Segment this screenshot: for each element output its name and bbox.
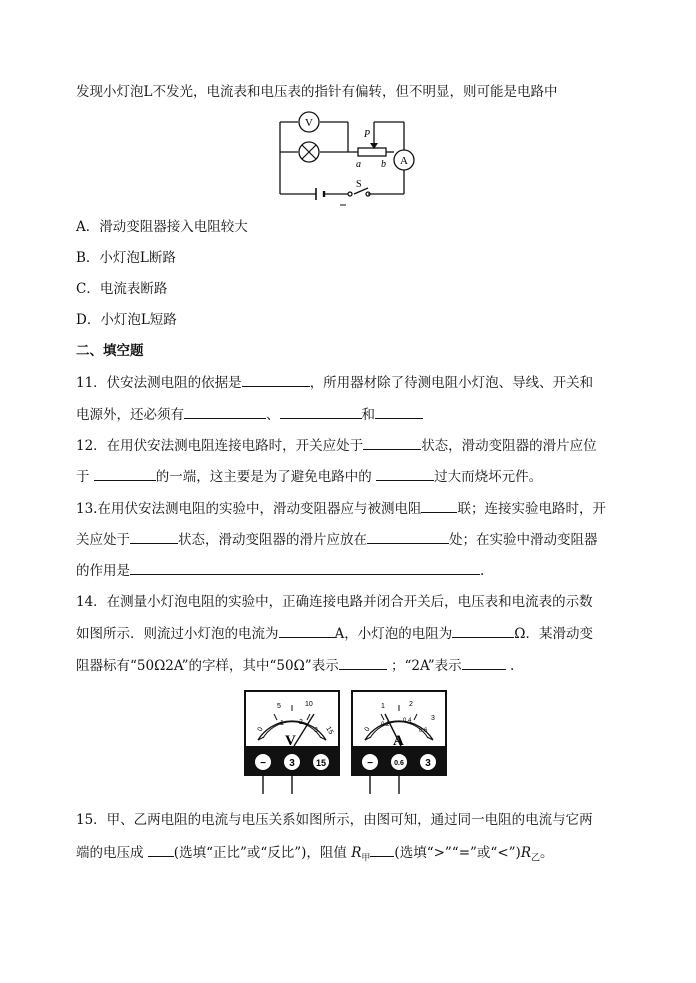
q12-text-2: 状态，滑动变阻器的滑片应位 (421, 438, 597, 454)
q12-blank-3[interactable] (376, 466, 434, 481)
intro-line: 发现小灯泡L不发光，电流表和电压表的指针有偏转，但不明显，则可能是电路中 (76, 84, 558, 100)
question-14-line-1: 14．在测量小灯泡电阻的实验中，正确连接电路并闭合开关后，电压表和电流表的示数 (76, 594, 593, 610)
question-13-line-3 (76, 560, 484, 581)
q13-text-6: 的作用是 (76, 563, 130, 579)
r-jia-symbol: R (351, 845, 362, 861)
q12-text-3: 于 (76, 469, 94, 485)
q15-text-4: (选填“>”“=”或“<”) (394, 845, 521, 861)
ammeter-symbol-icon (394, 150, 414, 170)
voltmeter-terminal-15: 15 (315, 758, 327, 768)
question-13-line-2 (76, 529, 598, 550)
question-12-line-1 (76, 435, 597, 456)
q14-text-4: Ω．某滑动变 (514, 626, 593, 642)
q13-blank-1[interactable] (421, 498, 457, 513)
ammeter (351, 690, 447, 796)
r-yi-symbol: R (520, 845, 531, 861)
q11-text-4: 、 (266, 407, 280, 423)
a-scale-bottom-2: 0.4 (403, 718, 412, 724)
rheostat-end-a: a (356, 159, 361, 170)
q11-blank-3[interactable] (280, 404, 362, 419)
a-scale-top-3: 3 (431, 715, 435, 722)
v-scale-bottom-2: 2 (299, 719, 303, 726)
v-scale-top-2: 10 (305, 701, 313, 708)
q12-text-4: 的一端，这主要是为了避免电路中的 (155, 469, 377, 485)
q14-blank-4[interactable] (462, 655, 506, 670)
question-11-line-2 (76, 404, 423, 425)
option-c: C．电流表断路 (76, 281, 168, 297)
q13-text-4: 状态，滑动变阻器的滑片应放在 (178, 532, 367, 548)
q12-text-1: 12．在用伏安法测电阻连接电路时，开关应处于 (76, 438, 364, 454)
q12-text-5: 过大而烧坏元件。 (434, 469, 543, 485)
q11-text-5: 和 (361, 407, 375, 423)
q15-text-3: (选填“正比”或“反比”)，阻值 (173, 845, 352, 861)
q14-blank-1[interactable] (279, 623, 335, 638)
question-11-line-1 (76, 372, 593, 393)
q15-text-5: 。 (540, 845, 554, 861)
q13-blank-4[interactable] (130, 560, 480, 575)
q15-blank-2[interactable] (370, 842, 394, 857)
q11-blank-4[interactable] (375, 404, 423, 419)
question-13-line-1 (76, 498, 606, 519)
q11-blank-2[interactable] (184, 404, 266, 419)
voltmeter-terminal-3: 3 (289, 758, 295, 769)
question-12-line-2 (76, 466, 542, 487)
v-scale-bottom-1: 1 (280, 720, 284, 727)
r-yi-subscript: 乙 (530, 853, 540, 864)
q13-text-5: 处；在实验中滑动变阻器 (449, 532, 598, 548)
q11-text-2: ，所用器材除了待测电阻小灯泡、导线、开关和 (309, 375, 594, 391)
ammeter-letter: A (400, 155, 408, 167)
voltmeter (244, 690, 340, 796)
voltmeter-letter: V (305, 117, 313, 129)
q14-blank-3[interactable] (339, 655, 387, 670)
ammeter-symbol: A (393, 733, 404, 749)
ammeter-terminal-3: 3 (425, 758, 431, 769)
q14-text-3: A，小灯泡的电阻为 (334, 626, 453, 642)
q13-blank-3[interactable] (367, 529, 449, 544)
question-14-line-2 (76, 623, 593, 644)
v-scale-top-3: 15 (324, 725, 335, 736)
q12-blank-2[interactable] (94, 466, 156, 481)
a-scale-bottom-0: 0 (363, 726, 372, 733)
ammeter-terminal-06: 0.6 (394, 760, 404, 767)
q12-blank-1[interactable] (363, 435, 421, 450)
q13-text-1: 13.在用伏安法测电阻的实验中，滑动变阻器应与被测电阻 (76, 501, 422, 517)
section-title: 二、填空题 (76, 343, 144, 359)
option-d: D．小灯泡L短路 (76, 312, 177, 328)
q15-text-2: 端的电压成 (76, 845, 148, 861)
a-scale-bottom-3: 0.6 (419, 728, 428, 734)
q13-text-7: . (480, 563, 485, 579)
v-scale-bottom-3: 3 (314, 727, 318, 734)
a-scale-top-2: 2 (409, 701, 413, 708)
q14-text-7: . (505, 658, 515, 674)
r-jia-subscript: 甲 (361, 853, 371, 864)
a-scale-bottom-1: 0.2 (381, 722, 390, 728)
q14-blank-2[interactable] (452, 623, 514, 638)
ammeter-terminal-neg: − (367, 758, 373, 769)
q13-blank-2[interactable] (130, 529, 178, 544)
q15-blank-1[interactable] (148, 842, 174, 857)
voltmeter-symbol-icon (299, 112, 319, 132)
q14-text-5: 阻器标有“50Ω2A”的字样，其中“50Ω”表示 (76, 658, 339, 674)
a-scale-top-1: 1 (381, 703, 385, 710)
circuit-diagram (270, 108, 420, 212)
q14-text-6: ；“2A”表示 (386, 658, 462, 674)
q13-text-3: 关应处于 (76, 532, 130, 548)
lamp-icon (299, 142, 319, 162)
option-a: A．滑动变阻器接入电阻较大 (76, 219, 248, 235)
question-15-line-2 (76, 842, 554, 869)
q14-text-2: 如图所示．则流过小灯泡的电流为 (76, 626, 279, 642)
rheostat-end-b: b (381, 159, 386, 170)
v-scale-top-1: 5 (277, 703, 281, 710)
q11-text-3: 电源外，还必须有 (76, 407, 184, 423)
question-15-line-1: 15．甲、乙两电阻的电流与电压关系如图所示，由图可知，通过同一电阻的电流与它两 (76, 812, 593, 828)
voltmeter-symbol: V (285, 733, 296, 749)
v-scale-bottom-0: 0 (256, 726, 265, 733)
question-14-line-3 (76, 655, 514, 676)
switch-label: S (356, 179, 362, 190)
option-b: B．小灯泡L断路 (76, 250, 176, 266)
voltmeter-terminal-neg: − (260, 758, 266, 769)
q11-blank-1[interactable] (242, 372, 310, 387)
slider-label: P (364, 129, 371, 140)
q11-text-1: 11．伏安法测电阻的依据是 (76, 375, 242, 391)
q13-text-2: 联；连接实验电路时，开 (457, 501, 606, 517)
